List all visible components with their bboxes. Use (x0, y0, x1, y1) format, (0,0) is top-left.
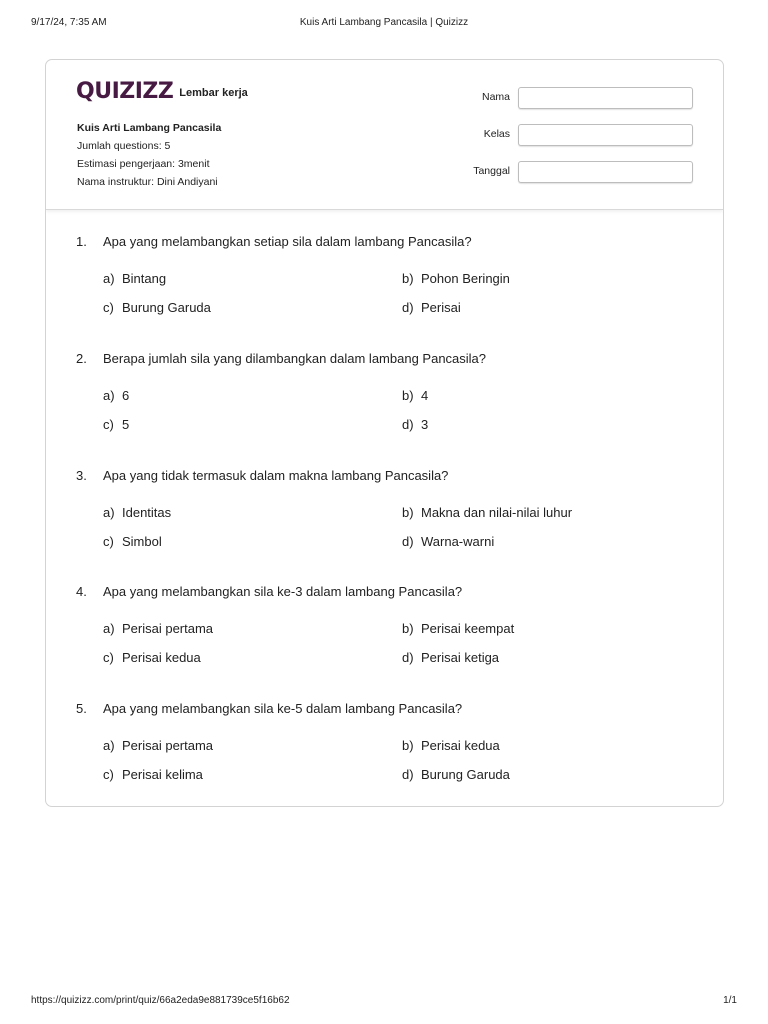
option-letter: a) (103, 621, 115, 636)
option-d (402, 765, 510, 785)
page-number: 1/1 (723, 995, 737, 1006)
print-header (31, 17, 737, 31)
print-datetime: 9/17/24, 7:35 AM (31, 17, 107, 28)
option-text: Warna-warni (421, 534, 495, 549)
question-text: Apa yang melambangkan sila ke-5 dalam lambang Pancasila? (103, 701, 463, 716)
option-letter: d) (402, 417, 414, 432)
option-letter: a) (103, 271, 115, 286)
option-text: Makna dan nilai-nilai luhur (421, 505, 573, 520)
option-text: 5 (122, 417, 130, 432)
option-text: 4 (421, 388, 429, 403)
option-d (402, 415, 428, 435)
time-estimate: Estimasi pengerjaan: 3menit (77, 158, 210, 170)
option-text: Perisai keempat (421, 621, 515, 636)
option-d (402, 532, 494, 552)
name-label: Nama (481, 91, 510, 103)
question-number: 4. (76, 584, 87, 599)
date-field-row (446, 161, 694, 183)
worksheet-card (45, 59, 724, 807)
option-text: Identitas (122, 505, 172, 520)
option-text: 3 (421, 417, 429, 432)
option-letter: d) (402, 767, 414, 782)
option-letter: b) (402, 505, 414, 520)
question-text: Apa yang melambangkan setiap sila dalam lambang Pancasila? (103, 234, 472, 249)
quiz-title: Kuis Arti Lambang Pancasila (77, 122, 222, 134)
option-text: 6 (122, 388, 130, 403)
question-3 (76, 466, 696, 549)
question-2 (76, 349, 696, 432)
print-url: https://quizizz.com/print/quiz/66a2eda9e881739ce5f16b62 (31, 995, 290, 1006)
option-text: Perisai ketiga (421, 650, 500, 665)
option-letter: c) (103, 650, 114, 665)
option-text: Simbol (122, 534, 162, 549)
option-text: Pohon Beringin (421, 271, 510, 286)
question-count: Jumlah questions: 5 (77, 140, 171, 152)
option-letter: d) (402, 300, 414, 315)
option-text: Perisai pertama (122, 738, 214, 753)
option-text: Perisai pertama (122, 621, 214, 636)
print-page-title: Kuis Arti Lambang Pancasila | Quizizz (299, 17, 469, 28)
class-field-row (446, 124, 694, 146)
question-1 (76, 232, 696, 315)
option-letter: b) (402, 388, 414, 403)
option-a (103, 619, 213, 639)
option-c (103, 648, 201, 668)
option-b (402, 736, 500, 756)
question-number: 3. (76, 468, 87, 483)
class-input[interactable] (518, 124, 693, 146)
option-a (103, 503, 171, 523)
question-number: 2. (76, 351, 87, 366)
instructor-name: Nama instruktur: Dini Andiyani (77, 176, 218, 188)
option-letter: d) (402, 534, 414, 549)
option-letter: c) (103, 300, 114, 315)
option-text: Perisai kedua (122, 650, 201, 665)
option-b (402, 619, 514, 639)
option-c (103, 765, 203, 785)
date-label: Tanggal (473, 165, 510, 177)
option-letter: c) (103, 534, 114, 549)
name-field-row (446, 87, 694, 109)
option-a (103, 386, 129, 406)
option-letter: a) (103, 738, 115, 753)
option-b (402, 503, 572, 523)
worksheet-label: Lembar kerja (179, 87, 248, 99)
option-letter: c) (103, 767, 114, 782)
option-letter: d) (402, 650, 414, 665)
option-letter: b) (402, 271, 414, 286)
name-input[interactable] (518, 87, 693, 109)
date-input[interactable] (518, 161, 693, 183)
question-number: 5. (76, 701, 87, 716)
quiz-meta (77, 119, 221, 191)
question-number: 1. (76, 234, 87, 249)
print-footer (31, 995, 737, 1009)
option-text: Perisai kelima (122, 767, 203, 782)
option-text: Perisai kedua (421, 738, 500, 753)
option-d (402, 298, 461, 318)
question-text: Berapa jumlah sila yang dilambangkan dalam lambang Pancasila? (103, 351, 487, 366)
option-a (103, 736, 213, 756)
quizizz-logo (76, 79, 248, 105)
option-letter: b) (402, 621, 414, 636)
option-text: Burung Garuda (122, 300, 211, 315)
option-text: Bintang (122, 271, 167, 286)
option-letter: c) (103, 417, 114, 432)
option-letter: b) (402, 738, 414, 753)
option-letter: a) (103, 505, 115, 520)
option-a (103, 269, 166, 289)
option-d (402, 648, 499, 668)
option-text: Perisai (421, 300, 461, 315)
question-text: Apa yang tidak termasuk dalam makna lambang Pancasila? (103, 468, 449, 483)
question-text: Apa yang melambangkan sila ke-3 dalam lambang Pancasila? (103, 584, 463, 599)
option-b (402, 269, 510, 289)
option-text: Burung Garuda (421, 767, 510, 782)
option-c (103, 415, 129, 435)
class-label: Kelas (483, 128, 510, 140)
option-c (103, 532, 162, 552)
option-b (402, 386, 428, 406)
worksheet-header (46, 60, 723, 210)
option-c (103, 298, 211, 318)
question-5 (76, 699, 696, 782)
option-letter: a) (103, 388, 115, 403)
question-4 (76, 582, 696, 665)
logo-wordmark: QUIZIZZ (76, 79, 174, 104)
